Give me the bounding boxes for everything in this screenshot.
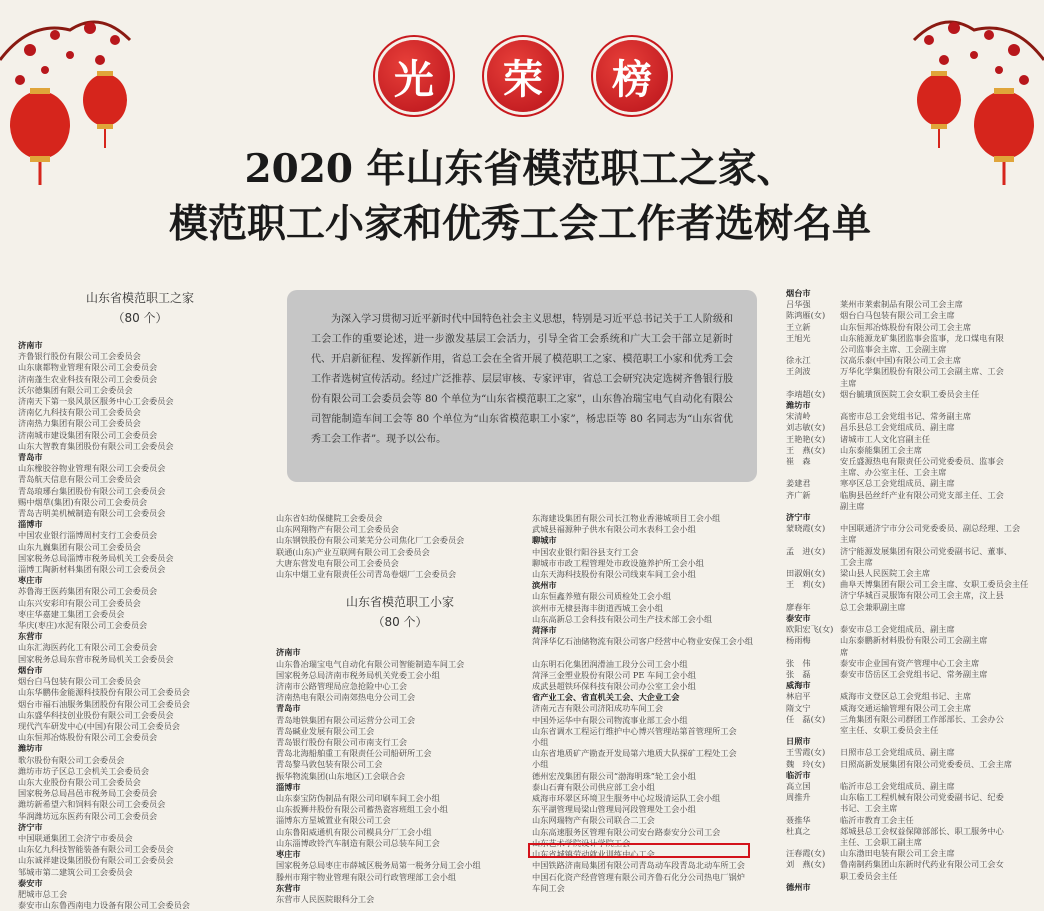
person-name: 杨雨梅	[786, 635, 811, 646]
person-row	[786, 590, 1036, 601]
list-item: 成武县超铁环保科技有限公司办公室工会小组	[532, 681, 696, 692]
list-item: 潍坊市坊子区总工会机关工会委员会	[18, 765, 150, 776]
city-heading: 烟台市	[18, 664, 43, 675]
person-row	[786, 669, 1036, 680]
city-heading: 滨州市	[532, 580, 557, 591]
list-item: 山东鲁冶瑞宝电气自动化有限公司智能制造车间工会	[276, 658, 465, 669]
list-item: 山东华鹏伟金能源科技股份有限公司工会委员会	[18, 687, 190, 698]
list-item: 青岛银行股份有限公司市南支行工会	[276, 737, 408, 748]
list-item: 山东九巍集团有限公司工会委员会	[18, 541, 141, 552]
list-item: 德州宏茂集团有限公司“渤海明珠”轮工会小组	[532, 770, 696, 781]
person-name: 宋清岭	[786, 411, 811, 422]
list-item	[532, 647, 767, 658]
person-name: 李靖超(女)	[786, 388, 826, 399]
list-item: 山东钢铁股份有限公司莱芜分公司焦化厂工会委员会	[276, 535, 465, 546]
person-row	[786, 355, 1036, 366]
city-heading: 济宁市	[786, 512, 811, 523]
person-position: 泰安市总工会党组成员、副主席	[840, 624, 955, 635]
person-position: 济宁能源发展集团有限公司党委副书记、董事、	[840, 545, 1012, 556]
list-item: 山东诚祥建设集团股份有限公司工会委员会	[18, 855, 174, 866]
list-item: 山东泰宝防伪制品有限公司印刷车间工会小组	[276, 793, 440, 804]
person-name	[786, 501, 840, 512]
person-row	[786, 333, 1036, 344]
person-name: 任 磊(女)	[786, 713, 826, 724]
list-item: 山东恒鑫养殖有限公司质检处工会小组	[532, 591, 672, 602]
person-position: 昌乐县总工会党组成员、副主席	[840, 422, 955, 433]
list-item: 华润潍坊远东医药有限公司工会委员会	[18, 810, 158, 821]
list-item: 济南天下第一泉风景区服务中心工会委员会	[18, 396, 174, 407]
list-item: 青岛碱业发展有限公司工会	[276, 725, 375, 736]
person-row	[786, 848, 1036, 859]
badge-char-3: 榜	[596, 40, 668, 112]
person-position: 寒亭区总工会党组成员、副主席	[840, 478, 955, 489]
list-item	[276, 603, 516, 614]
list-item: 东平湖管理局梁山管理局河段管理处工会小组	[532, 804, 696, 815]
list-item	[276, 636, 516, 647]
list-item: 山东盛华科技创业股份有限公司工会委员会	[18, 709, 174, 720]
person-name: 姜建君	[786, 478, 811, 489]
person-position: 烟台白马包装有限公司工会主席	[840, 310, 955, 321]
person-row	[786, 803, 1036, 814]
person-position: 中国联通济宁市分公司党委委员、副总经理、工会	[840, 523, 1021, 534]
city-heading: 烟台市	[786, 288, 811, 298]
person-row	[786, 602, 1036, 613]
person-name: 王立新	[786, 321, 811, 332]
list-item: 泰山石膏有限公司供应部工会小组	[532, 781, 655, 792]
person-name: 徐永江	[786, 355, 811, 366]
person-name	[786, 725, 840, 736]
person-position: 烟台毓璜顶医院工会女职工委员会主任	[840, 388, 980, 399]
person-row	[786, 366, 1036, 377]
list-item: 菏泽华亿石油储物流有限公司客户经营中心物业安保工会小组	[532, 636, 754, 647]
list-item: 沃尔德集团有限公司工会委员会	[18, 384, 133, 395]
list-item: 青岛航天信息有限公司工会委员会	[18, 474, 141, 485]
list-item: 济南热力集团有限公司工会委员会	[18, 418, 141, 429]
person-name: 王旭光	[786, 332, 811, 343]
person-position: 临朐县邑丝纤产业有限公司党支部主任、工会	[840, 489, 1004, 500]
person-name: 隋文宁	[786, 702, 811, 713]
list-item: 振华物流集团(山东地区)工会联合会	[276, 770, 406, 781]
list-item: 国家税务总局淄博市税务局机关工会委员会	[18, 552, 174, 563]
city-heading: 潍坊市	[18, 743, 43, 754]
list-item: 山东艺术学院设计学院工会	[532, 837, 631, 848]
person-name: 聂推华	[786, 814, 811, 825]
person-name: 欧阳宏飞(女)	[786, 624, 834, 635]
person-position: 工会主席	[840, 556, 873, 567]
list-item: 济南市公路管理局应急抢险中心工会	[276, 681, 408, 692]
person-position: 高密市总工会党组书记、常务副主席	[840, 411, 972, 422]
person-row	[786, 299, 1036, 310]
list-item: 歌尔股份有限公司工会委员会	[18, 754, 125, 765]
list-item: 小组	[532, 737, 549, 748]
person-row	[786, 378, 1036, 389]
person-position: 公司监事会主席、工会副主席	[840, 344, 947, 355]
list-item: 华庆(枣庄)水泥有限公司工会委员会	[18, 620, 148, 631]
person-position: 山东泰能集团工会主席	[840, 444, 922, 455]
person-position: 山东渤田电装有限公司工会主席	[840, 848, 955, 859]
person-position: 日照高新发展集团有限公司党委委员、工会主席	[840, 758, 1012, 769]
person-row	[786, 871, 1036, 882]
list-item: 山东兴安彩印有限公司工会委员会	[18, 597, 141, 608]
city-heading: 青岛市	[18, 452, 43, 463]
person-position: 席	[840, 646, 849, 657]
list-item: 山东橡胶谷物业管理有限公司工会委员会	[18, 463, 166, 474]
person-name: 王 燕(女)	[786, 444, 826, 455]
list-item: 青岛黎马敦包装有限公司工会	[276, 759, 383, 770]
list-item: 山东亿九科技智能装备有限公司工会委员会	[18, 844, 174, 855]
honor-roll-badge	[378, 38, 668, 114]
list-column-2	[276, 513, 516, 905]
list-item: 青岛吉明美机械制造有限公司工会委员会	[18, 508, 166, 519]
person-position: 职工委员会主任	[840, 870, 898, 881]
list-item: 山东省地质矿产勘查开发局第六地质大队探矿工程处工会	[532, 748, 737, 759]
list-item: 赐中烟草(集团)有限公司工会委员会	[18, 496, 148, 507]
list-item: 青岛琅琊台集团股份有限公司工会委员会	[18, 485, 166, 496]
list-item: 武城县福源种子供水有限公司水表科工会小组	[532, 524, 696, 535]
person-position: 总工会兼职副主席	[840, 601, 906, 612]
person-row	[786, 456, 1036, 467]
person-row	[786, 747, 1036, 758]
list-item: 济南亿九科技有限公司工会委员会	[18, 407, 141, 418]
list-item: 济南蓬生农业科技有限公司工会委员会	[18, 373, 158, 384]
person-row	[786, 445, 1036, 456]
person-position: 主席	[840, 534, 857, 545]
person-row	[786, 859, 1036, 870]
person-position: 山东临工工程机械有限公司党委副书记、纪委	[840, 792, 1004, 803]
person-name: 张 伟	[786, 657, 811, 668]
person-row	[786, 310, 1036, 321]
list-item: 国家税务总局东营市税务局机关工会委员会	[18, 653, 174, 664]
city-heading: 东营市	[18, 631, 43, 642]
list-item: 滕州市翔宇物业管理有限公司行政管理部工会小组	[276, 871, 457, 882]
list-item: 聊城市市政工程管理处市政设施养护所工会小组	[532, 557, 704, 568]
person-name	[786, 871, 840, 882]
city-heading: 省产业工会、省直机关工会、大企业工会	[532, 692, 680, 703]
person-position: 临沂市总工会党组成员、副主席	[840, 780, 955, 791]
person-position: 威海市文登区总工会党组书记、主席	[840, 691, 972, 702]
list-item	[276, 614, 516, 625]
person-position: 济宁华城百灵服饰有限公司工会主席，汶上县	[840, 590, 1004, 601]
person-row	[786, 389, 1036, 400]
highlight-box	[528, 843, 750, 858]
person-name	[786, 378, 840, 389]
person-row	[786, 546, 1036, 557]
person-position: 梁山县人民医院工会主席	[840, 568, 931, 579]
list-item: 小组	[532, 759, 549, 770]
person-name: 高立国	[786, 780, 811, 791]
person-row	[786, 635, 1036, 646]
city-heading: 德州市	[786, 881, 811, 892]
person-row	[786, 781, 1036, 792]
person-name: 崔 森	[786, 456, 811, 467]
person-position: 汉高乐泰(中国)有限公司工会主席	[840, 355, 962, 366]
person-name: 吕华强	[786, 299, 811, 310]
list-item: 山东康都物业管理有限公司工会委员会	[18, 362, 158, 373]
list-item: 菏泽三金塑业股份有限公司 PE 车间工会小组	[532, 669, 697, 680]
list-item: 济南元吉有限公司济阳成功车间工会	[532, 703, 664, 714]
city-heading: 泰安市	[786, 612, 811, 623]
person-row	[786, 647, 1036, 658]
city-heading: 济宁市	[18, 821, 43, 832]
city-heading: 淄博市	[18, 519, 43, 530]
person-row	[786, 725, 1036, 736]
list-item: 泰安市山东鲁西南电力设备有限公司工会委员会	[18, 900, 190, 911]
person-row	[786, 579, 1036, 590]
list-item: 联通(山东)产业互联网有限公司工会委员会	[276, 546, 430, 557]
person-position: 主任、工会职工副主席	[840, 836, 922, 847]
person-row	[786, 658, 1036, 669]
person-row	[786, 624, 1036, 635]
city-heading: 淄博市	[276, 781, 301, 792]
person-name: 齐广新	[786, 489, 811, 500]
person-row	[786, 411, 1036, 422]
list-item: 邹城市第二建筑公司工会委员会	[18, 866, 133, 877]
person-name	[786, 467, 840, 478]
person-position: 曲阜天博集团有限公司工会主席、女职工委员会主任	[840, 579, 1029, 590]
person-name: 蒙晓霞(女)	[786, 523, 826, 534]
person-position: 威海交通运输管理有限公司工会主席	[840, 702, 972, 713]
list-item: 山东鲁阳威通机有限公司模具分厂工会小组	[276, 826, 432, 837]
section-count: （80 个）	[112, 311, 168, 325]
city-heading: 日照市	[786, 736, 811, 747]
list-item: 枣庄华嘉建工集团工会委员会	[18, 608, 125, 619]
city-heading: 聊城市	[532, 535, 557, 546]
section-title: 山东省模范职工之家	[85, 291, 194, 305]
person-position: 副主席	[840, 500, 865, 511]
list-item: 山东省调水工程运行维护中心博兴管理站第首管理所工会	[532, 725, 737, 736]
list-item: 中国农业银行阳谷县支行工会	[532, 546, 639, 557]
person-row	[786, 759, 1036, 770]
person-name	[786, 837, 840, 848]
person-row	[786, 568, 1036, 579]
person-row	[786, 501, 1036, 512]
city-heading: 临沂市	[786, 769, 811, 780]
person-name: 陈鸿雁(女)	[786, 310, 826, 321]
list-item: 济南城市建设集团有限公司工会委员会	[18, 429, 158, 440]
person-position: 山东泰鹏新材料股份有限公司工会副主席	[840, 635, 988, 646]
person-row	[786, 434, 1036, 445]
person-position: 泰安市岱岳区工会党组书记、常务副主席	[840, 668, 988, 679]
list-item: 山东天海科技股份有限公司线束车间工会小组	[532, 569, 696, 580]
list-item: 苏鲁海王医药集团有限公司工会委员会	[18, 586, 158, 597]
person-position: 临沂市教育工会主任	[840, 814, 914, 825]
list-item: 国家税务总局济南市税务局机关党委工会小组	[276, 669, 440, 680]
person-row	[786, 534, 1036, 545]
person-row	[786, 478, 1036, 489]
person-row	[786, 714, 1036, 725]
city-heading: 泰安市	[18, 877, 43, 888]
person-name: 孟 进(女)	[786, 545, 826, 556]
list-item: 齐鲁银行股份有限公司工会委员会	[18, 351, 141, 362]
list-item: 山东省城镇劳动就业训练中心工会	[532, 849, 655, 860]
section-title: 山东省模范职工小家	[345, 595, 454, 609]
list-item: 烟台白马包装有限公司工会委员会	[18, 676, 141, 687]
list-item: 大唐东营发电有限公司工会委员会	[276, 557, 399, 568]
list-item: 济南热电有限公司南郊热电分公司工会	[276, 692, 416, 703]
person-position: 鲁南制药集团山东新时代药业有限公司工会女	[840, 859, 1004, 870]
city-heading: 菏泽市	[532, 625, 557, 636]
list-column-3	[532, 513, 767, 894]
person-name	[786, 557, 840, 568]
list-item: 山东汇海医药化工有限公司工会委员会	[18, 642, 158, 653]
list-item: 山东省妇幼保健院工会委员会	[276, 513, 383, 523]
person-row	[786, 557, 1036, 568]
person-row	[786, 422, 1036, 433]
person-name: 王雪霞(女)	[786, 747, 826, 758]
person-row	[786, 703, 1036, 714]
person-row	[786, 467, 1036, 478]
person-position: 万华化学集团股份有限公司工会副主席、工会	[840, 366, 1004, 377]
person-position: 安丘盛源热电有限责任公司党委委员、监事会	[840, 456, 1004, 467]
page-title-line-1: 2020 年山东省模范职工之家、	[244, 146, 796, 192]
person-position: 日照市总工会党组成员、副主席	[840, 747, 955, 758]
person-position: 室主任、女职工委员会主任	[840, 724, 939, 735]
list-item: 山东高速服务区管理有限公司安台路泰安分公司工会	[532, 826, 721, 837]
person-name: 汪春霞(女)	[786, 848, 826, 859]
list-item: 山东恒邦冶炼股份有限公司工会委员会	[18, 732, 158, 743]
list-item: 青岛北海船舶重工有限责任公司船研所工会	[276, 748, 432, 759]
person-name: 王剑波	[786, 366, 811, 377]
city-heading: 济南市	[276, 647, 301, 658]
city-heading: 济南市	[18, 340, 43, 350]
list-item: 肥城市总工会	[18, 888, 68, 899]
badge-char-1: 光	[378, 40, 450, 112]
intro-announcement: 为深入学习贯彻习近平新时代中国特色社会主义思想，特别是习近平总书记关于工人阶级和工会工作的重要论述，进一步激发基层工会活力，引导全省工会系统和广大工会干部立足新时代、开启新征程、发挥新作用，省总工会在全省开展了模范职工之家、模范职工小家和优秀工会工作者选树宣传活动。经过广泛推荐、层层审核、专家评审，省总工会研究决定选树齐鲁银行股份有限公司工会委员会等 80 个单位为“山东省模范职工之家”，山东鲁冶瑞宝电气自动化有限公司智能制造车间工会等 80 个单位为“山东省模范职工小家”，杨忠臣等 80 名同志为“山东省优秀工会工作者”。现予以公布。	[287, 290, 757, 482]
city-heading: 威海市	[786, 680, 811, 691]
list-item: 潍坊新希望六和饲料有限公司工会委员会	[18, 799, 166, 810]
person-name	[786, 647, 840, 658]
city-heading: 东营市	[276, 882, 301, 893]
person-name: 王艳艳(女)	[786, 433, 826, 444]
person-row	[786, 792, 1036, 803]
city-heading: 枣庄市	[18, 575, 43, 586]
list-item: 中国联通集团工会济宁市委员会	[18, 832, 133, 843]
person-name: 王 莉(女)	[786, 579, 826, 590]
person-name	[786, 803, 840, 814]
person-row	[786, 344, 1036, 355]
person-name: 刘志敏(女)	[786, 422, 826, 433]
list-column-1	[18, 340, 233, 911]
list-item: 威海市环翠区环境卫生服务中心垃圾清运队工会小组	[532, 793, 721, 804]
list-item: 中国农业银行淄博周村支行工会委员会	[18, 530, 158, 541]
person-name: 林启平	[786, 691, 811, 702]
person-position: 诸城市工人文化宫副主任	[840, 433, 931, 444]
list-item: 山东大智教育集团股份有限公司工会委员会	[18, 440, 174, 451]
list-item: 山东大业股份有限公司工会委员会	[18, 776, 141, 787]
person-position: 莱州市莱索制品有限公司工会主席	[840, 299, 963, 310]
person-position: 山东恒邦冶炼股份有限公司工会主席	[840, 321, 972, 332]
list-item: 山东网瑞物产有限公司联合二工会	[532, 815, 655, 826]
person-position: 郯城县总工会权益保障部部长、职工服务中心	[840, 825, 1004, 836]
person-row	[786, 837, 1036, 848]
list-item: 山东淄博政铃汽车制造有限公司总装车间工会	[276, 837, 440, 848]
list-item: 山东网翔物产有限公司工会委员会	[276, 524, 399, 535]
person-name	[786, 590, 840, 601]
list-item: 国家税务总局枣庄市薛城区税务局第一税务分局工会小组	[276, 860, 481, 871]
city-heading: 青岛市	[276, 703, 301, 714]
list-item	[276, 580, 516, 591]
list-item: 山东扳狮井股份有限公司蓄热瓷容班组工会小组	[276, 804, 448, 815]
person-position: 三角集团有限公司群团工作部部长、工会办公	[840, 713, 1004, 724]
person-name: 刘 燕(女)	[786, 859, 826, 870]
list-item: 山东明石化集团润滑油工段分公司工会小组	[532, 658, 688, 669]
list-item	[276, 625, 516, 636]
list-item: 现代汽车研发中心(中国)有限公司工会委员会	[18, 720, 180, 731]
section-count: （80 个）	[372, 615, 428, 629]
person-row	[786, 523, 1036, 534]
person-row	[786, 490, 1036, 501]
person-position: 山东能源龙矿集团监事会监事，龙口煤电有限	[840, 332, 1004, 343]
person-name	[786, 534, 840, 545]
list-item: 山东高新总工会科技有限公司生产技术部工会小组	[532, 613, 713, 624]
person-name: 张 磊	[786, 668, 811, 679]
list-item: 中国石化资产经营管理有限公司齐鲁石化分公司热电厂锅炉	[532, 871, 745, 882]
list-item: 东营市人民医院眼科分工会	[276, 893, 375, 904]
person-row	[786, 826, 1036, 837]
city-heading: 潍坊市	[786, 400, 811, 411]
person-name: 杜真之	[786, 825, 811, 836]
list-item: 中国铁路济南局集团有限公司青岛动车段青岛北动车所工会	[532, 860, 745, 871]
list-item: 烟台市福石油服务集团股份有限公司工会委员会	[18, 698, 190, 709]
person-row	[786, 815, 1036, 826]
city-heading: 枣庄市	[276, 849, 301, 860]
list-item: 淄博东方星城置业有限公司工会	[276, 815, 391, 826]
person-name: 田淑娟(女)	[786, 568, 826, 579]
person-position: 主席	[840, 377, 857, 388]
list-column-4	[786, 288, 1036, 893]
person-position: 主席、办公室主任、工会主席	[840, 467, 947, 478]
list-item: 滨州市无棣县海丰街道西城工会小组	[532, 602, 664, 613]
list-item: 国家税务总局昌邑市税务局工会委员会	[18, 788, 158, 799]
person-position: 泰安市企业国有资产管理中心工会主席	[840, 657, 980, 668]
section-heading-home	[40, 288, 240, 328]
list-item: 中国外运华中有限公司物流事业部工会小组	[532, 714, 688, 725]
page-title-line-2: 模范职工小家和优秀工会工作者选树名单	[168, 201, 871, 247]
list-item: 淄博工陶新材料集团有限公司工会委员会	[18, 564, 166, 575]
person-position: 书记、工会主席	[840, 803, 898, 814]
list-item: 车间工会	[532, 882, 565, 893]
list-item: 山东中烟工业有限责任公司青岛卷烟厂工会委员会	[276, 569, 457, 580]
person-name: 魏 玲(女)	[786, 758, 826, 769]
list-item: 青岛地铁集团有限公司运营分公司工会	[276, 714, 416, 725]
list-item: 东海建设集团有限公司长江物业香港城项目工会小组	[532, 513, 721, 523]
badge-char-2: 荣	[487, 40, 559, 112]
person-row	[786, 691, 1036, 702]
person-name: 周推升	[786, 792, 811, 803]
person-row	[786, 322, 1036, 333]
person-name	[786, 344, 840, 355]
person-name: 廖春年	[786, 601, 811, 612]
list-item	[276, 591, 516, 602]
